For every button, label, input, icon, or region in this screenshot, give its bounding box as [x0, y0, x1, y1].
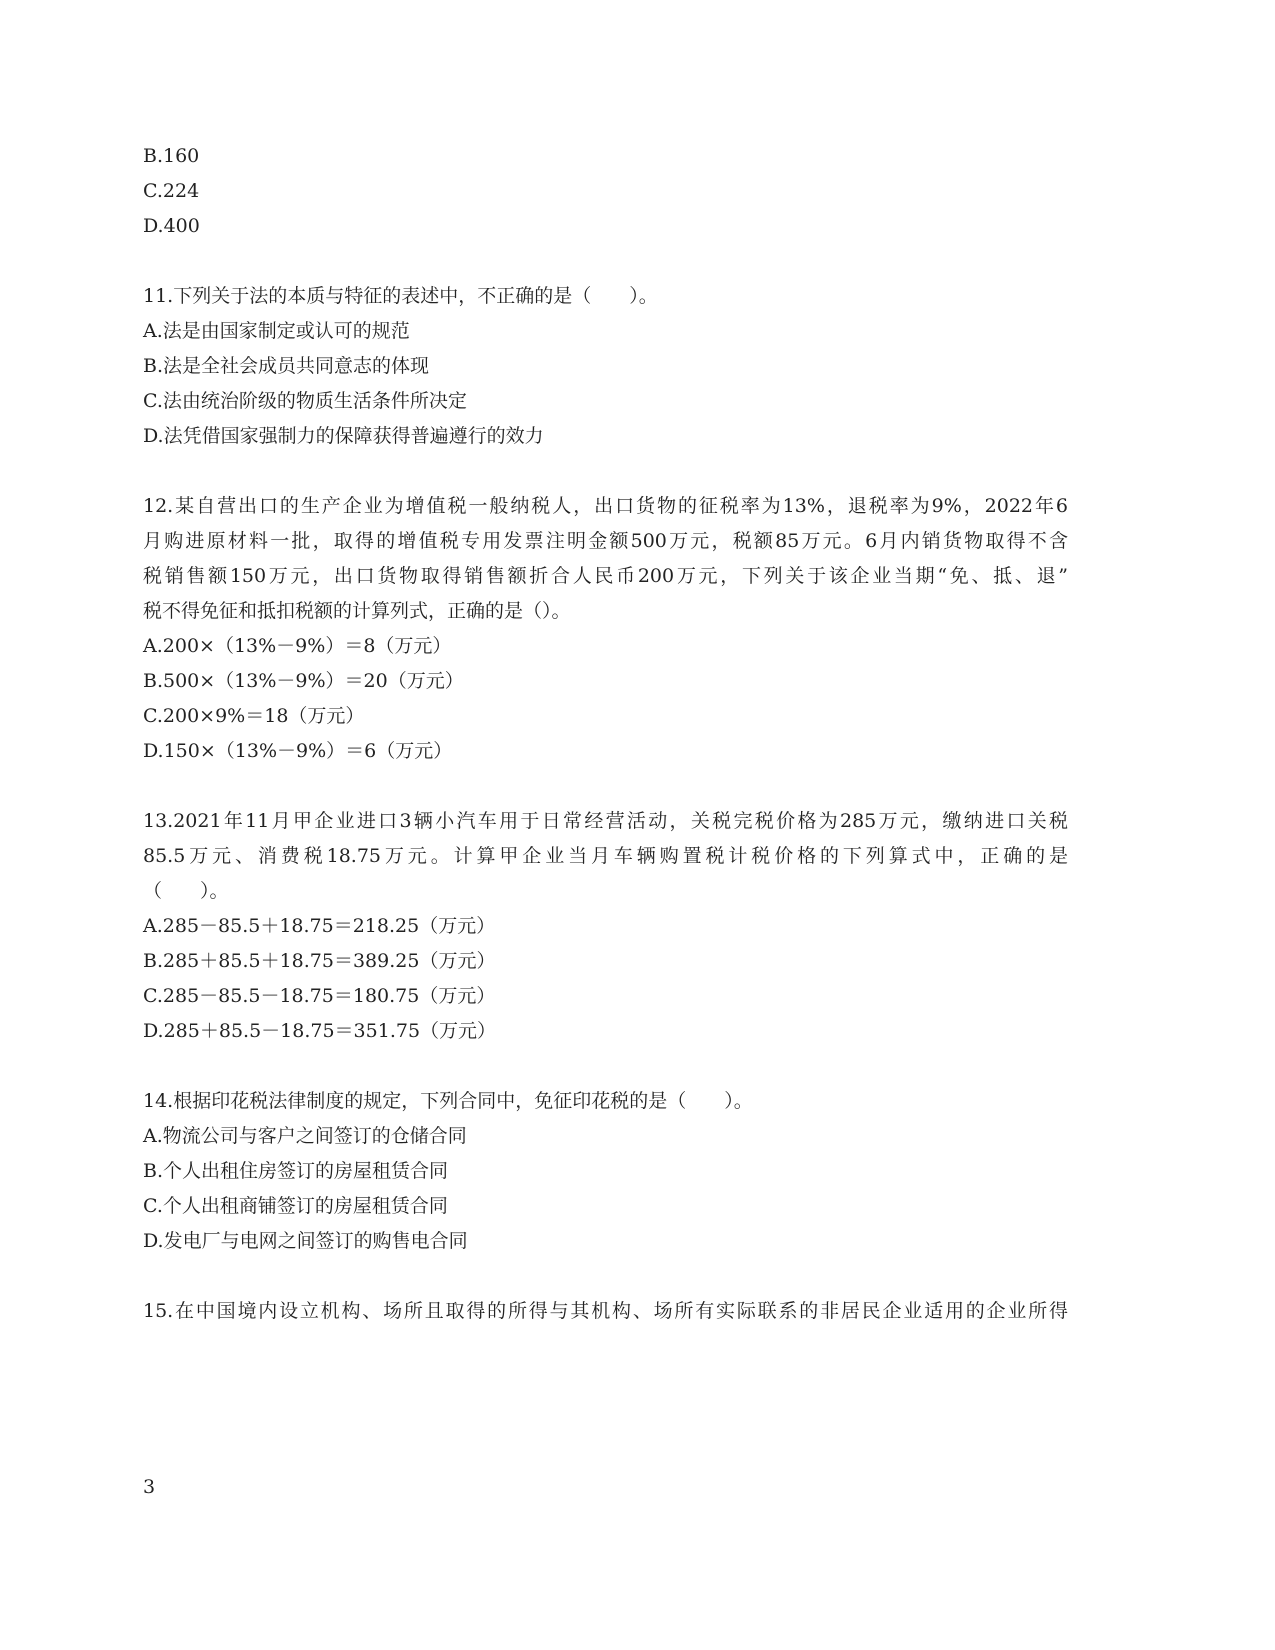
question-11-option-a: A.法是由国家制定或认可的规范	[143, 320, 410, 342]
question-12-stem-line: 税销售额150万元，出口货物取得销售额折合人民币200万元，下列关于该企业当期“免、抵、退”	[143, 565, 1068, 587]
question-12-stem-line: 税不得免征和抵扣税额的计算列式，正确的是（）。	[143, 600, 571, 622]
question-13-option-c: C.285－85.5－18.75＝180.75（万元）	[143, 985, 496, 1007]
question-12-stem-line: 月购进原材料一批，取得的增值税专用发票注明金额500万元，税额85万元。6月内销货物取得不含	[143, 530, 1068, 552]
question-12-option-c: C.200×9%＝18（万元）	[143, 705, 365, 727]
question-12-stem-line: 12.某自营出口的生产企业为增值税一般纳税人，出口货物的征税率为13%，退税率为9%，2022年6	[143, 495, 1068, 517]
question-12-option-a: A.200×（13%－9%）＝8（万元）	[143, 635, 452, 657]
question-12-option-d: D.150×（13%－9%）＝6（万元）	[143, 740, 453, 762]
question-15-stem-line: 15.在中国境内设立机构、场所且取得的所得与其机构、场所有实际联系的非居民企业适用的企业所得	[143, 1300, 1068, 1322]
question-13-stem-line: （ ）。	[143, 880, 229, 902]
question-13-option-b: B.285＋85.5＋18.75＝389.25（万元）	[143, 950, 496, 972]
prev-option-d: D.400	[143, 215, 200, 237]
question-11-option-b: B.法是全社会成员共同意志的体现	[143, 355, 430, 377]
question-13-stem-line: 13.2021年11月甲企业进口3辆小汽车用于日常经营活动，关税完税价格为285万元，缴纳进口关税	[143, 810, 1068, 832]
question-14-option-c: C.个人出租商铺签订的房屋租赁合同	[143, 1195, 448, 1217]
question-11-option-d: D.法凭借国家强制力的保障获得普遍遵行的效力	[143, 425, 544, 447]
question-12-option-b: B.500×（13%－9%）＝20（万元）	[143, 670, 464, 692]
question-13-option-d: D.285＋85.5－18.75＝351.75（万元）	[143, 1020, 497, 1042]
question-14-option-d: D.发电厂与电网之间签订的购售电合同	[143, 1230, 468, 1252]
page-number: 3	[143, 1476, 156, 1498]
question-11-stem: 11.下列关于法的本质与特征的表述中，不正确的是（ ）。	[143, 285, 658, 307]
question-11-option-c: C.法由统治阶级的物质生活条件所决定	[143, 390, 467, 412]
prev-option-c: C.224	[143, 180, 200, 202]
question-13-option-a: A.285－85.5＋18.75＝218.25（万元）	[143, 915, 496, 937]
question-14-stem: 14.根据印花税法律制度的规定，下列合同中，免征印花税的是（ ）。	[143, 1090, 753, 1112]
prev-option-b: B.160	[143, 145, 200, 167]
question-14-option-a: A.物流公司与客户之间签订的仓储合同	[143, 1125, 467, 1147]
question-13-stem-line: 85.5万元、消费税18.75万元。计算甲企业当月车辆购置税计税价格的下列算式中，正确的是	[143, 845, 1068, 867]
question-14-option-b: B.个人出租住房签订的房屋租赁合同	[143, 1160, 449, 1182]
